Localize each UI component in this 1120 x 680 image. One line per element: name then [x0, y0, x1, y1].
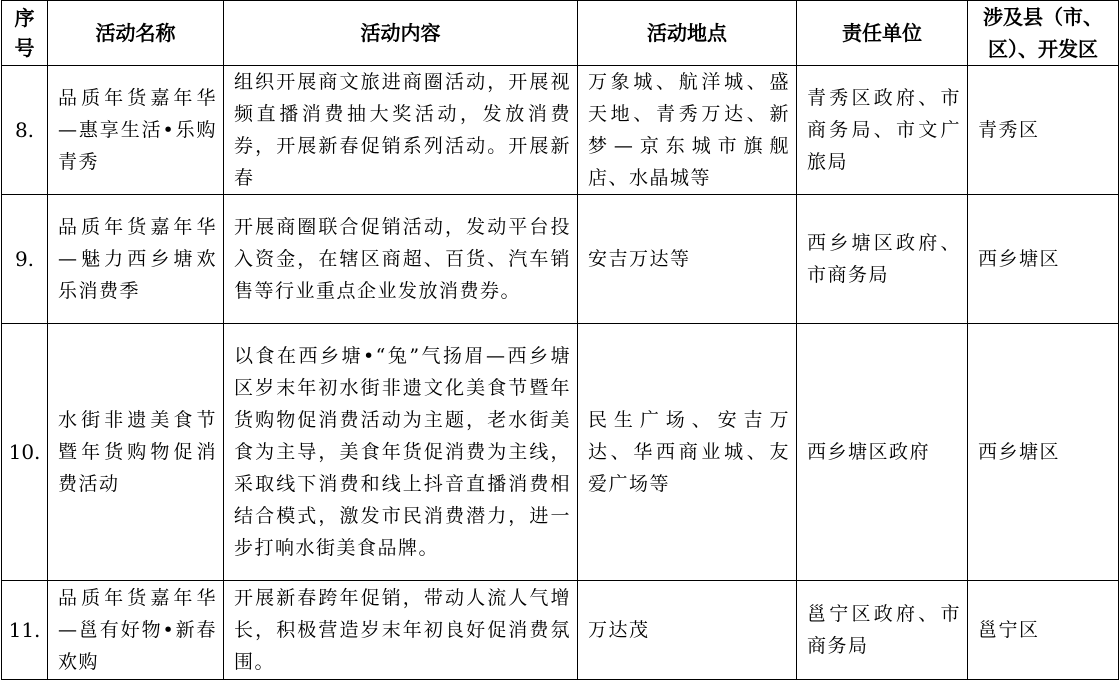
table-row [2, 195, 1119, 324]
row-area: 青秀区 [968, 66, 1119, 195]
row-content: 组织开展商文旅进商圈活动，开展视频直播消费抽大奖活动，发放消费券，开展新春促销系列活动。开展新春 [224, 66, 578, 195]
table-row [2, 324, 1119, 581]
row-unit: 西乡塘区政府、市商务局 [797, 195, 968, 324]
header-content: 活动内容 [224, 1, 578, 66]
header-location: 活动地点 [578, 1, 797, 66]
row-location: 安吉万达等 [578, 195, 797, 324]
row-location: 万达茂 [578, 581, 797, 680]
table-row [2, 581, 1119, 680]
row-area: 邕宁区 [968, 581, 1119, 680]
row-area: 西乡塘区 [968, 195, 1119, 324]
row-seq: 9. [2, 195, 48, 324]
table-header-row [2, 1, 1119, 66]
header-area: 涉及县（市、区）、开发区 [968, 1, 1119, 66]
row-seq: 11. [2, 581, 48, 680]
row-name: 水街非遗美食节暨年货购物促消费活动 [48, 324, 224, 581]
row-content: 开展商圈联合促销活动，发动平台投入资金，在辖区商超、百货、汽车销售等行业重点企业发放消费券。 [224, 195, 578, 324]
row-area: 西乡塘区 [968, 324, 1119, 581]
row-content: 以食在西乡塘•“兔”气扬眉—西乡塘区岁末年初水街非遗文化美食节暨年货购物促消费活动为主题，老水街美食为主导，美食年货促消费为主线，采取线下消费和线上抖音直播消费相结合模式，激发市民消费潜力，进一步打响水街美食品牌。 [224, 324, 578, 581]
row-seq: 8. [2, 66, 48, 195]
table-row [2, 66, 1119, 195]
row-location: 万象城、航洋城、盛天地、青秀万达、新梦—京东城市旗舰店、水晶城等 [578, 66, 797, 195]
row-name: 品质年货嘉年华—魅力西乡塘欢乐消费季 [48, 195, 224, 324]
row-location: 民生广场、安吉万达、华西商业城、友爱广场等 [578, 324, 797, 581]
row-unit: 邕宁区政府、市商务局 [797, 581, 968, 680]
activity-table [1, 0, 1119, 680]
row-content: 开展新春跨年促销，带动人流人气增长，积极营造岁末年初良好促消费氛围。 [224, 581, 578, 680]
header-seq: 序号 [2, 1, 48, 66]
row-name: 品质年货嘉年华—惠享生活•乐购青秀 [48, 66, 224, 195]
row-unit: 西乡塘区政府 [797, 324, 968, 581]
header-name: 活动名称 [48, 1, 224, 66]
row-seq: 10. [2, 324, 48, 581]
header-unit: 责任单位 [797, 1, 968, 66]
row-unit: 青秀区政府、市商务局、市文广旅局 [797, 66, 968, 195]
row-name: 品质年货嘉年华—邕有好物•新春欢购 [48, 581, 224, 680]
